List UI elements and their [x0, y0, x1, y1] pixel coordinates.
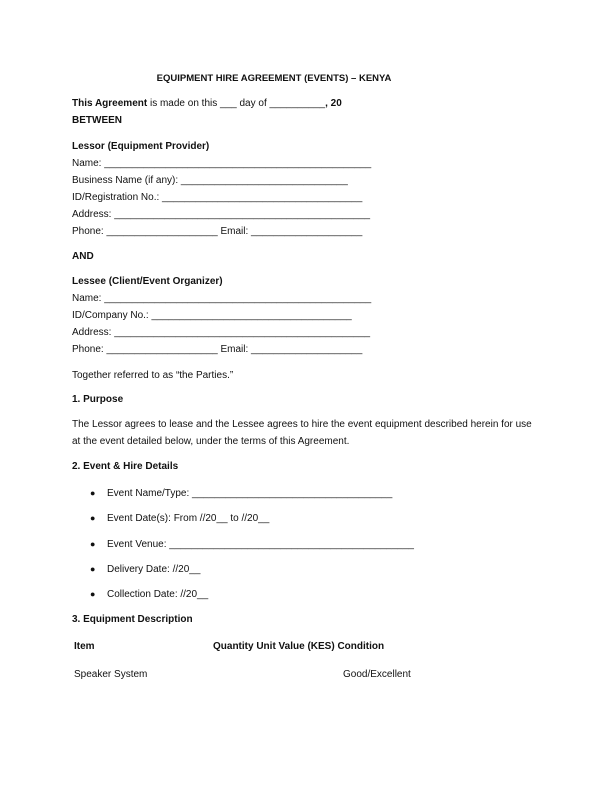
and-label: AND — [72, 251, 94, 262]
parties-text: Together referred to as “the Parties.” — [72, 370, 234, 381]
lessor-name-field: Name: ________________________________________________ — [72, 158, 372, 169]
bullet-icon: ● — [90, 488, 96, 498]
list-item: ● Event Name/Type: ____________________________________ — [90, 488, 393, 499]
lessee-contact-field: Phone: ____________________ Email: ____________________ — [72, 344, 363, 355]
list-item: ● Event Date(s): From //20__ to //20__ — [90, 513, 270, 524]
section-2-heading: 2. Event & Hire Details — [72, 461, 179, 472]
lessor-address-field: Address: ______________________________________________ — [72, 209, 371, 220]
bullet-icon: ● — [90, 589, 96, 599]
lessor-heading: Lessor (Equipment Provider) — [72, 141, 210, 152]
bullet-icon: ● — [90, 513, 96, 523]
lessee-address-field: Address: ______________________________________________ — [72, 327, 371, 338]
lessee-heading: Lessee (Client/Event Organizer) — [72, 276, 223, 287]
agreement-date-line — [72, 98, 342, 110]
list-item: ● Event Venue: ____________________________________________ — [90, 539, 414, 550]
table-cell-item: Speaker System — [74, 669, 148, 680]
agreement-date-text: is made on this ___ day of __________ — [147, 98, 326, 109]
section-1-text: The Lessor agrees to lease and the Lessee agrees to hire the event equipment described herein for use at the event detailed below, under the terms of this Agreement. — [72, 419, 532, 447]
bullet-icon: ● — [90, 564, 96, 574]
lessor-business-field: Business Name (if any): ______________________________ — [72, 175, 348, 186]
lessee-id-field: ID/Company No.: ____________________________________ — [72, 310, 352, 321]
section-3-heading: 3. Equipment Description — [72, 614, 193, 625]
agreement-year: , 20 — [325, 98, 342, 109]
lessee-name-field: Name: ________________________________________________ — [72, 293, 372, 304]
table-cell-condition: Good/Excellent — [343, 669, 411, 680]
list-item: ● Collection Date: //20__ — [90, 589, 209, 600]
agreement-label: This Agreement — [72, 98, 148, 109]
table-header-columns: Quantity Unit Value (KES) Condition — [213, 641, 385, 652]
lessor-contact-field: Phone: ____________________ Email: ____________________ — [72, 226, 363, 237]
list-item: ● Delivery Date: //20__ — [90, 564, 201, 575]
section-1-heading: 1. Purpose — [72, 394, 124, 405]
document-title: EQUIPMENT HIRE AGREEMENT (EVENTS) – KENYA — [156, 73, 392, 84]
between-label: BETWEEN — [72, 115, 122, 126]
bullet-icon: ● — [90, 539, 96, 549]
table-header-item: Item — [74, 641, 95, 652]
lessor-id-field: ID/Registration No.: ____________________________________ — [72, 192, 363, 203]
